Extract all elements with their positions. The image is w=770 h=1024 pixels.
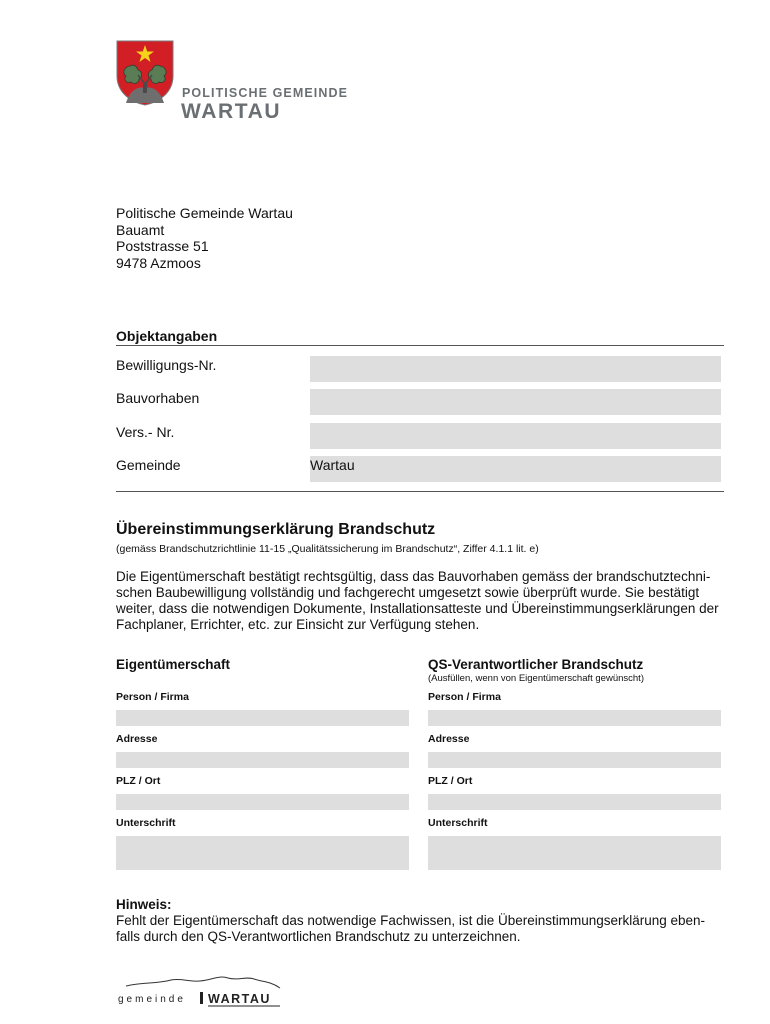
qs-signature-field[interactable]: [428, 836, 721, 870]
address-line: Bauamt: [116, 221, 165, 238]
section-title-objektangaben: Objektangaben: [116, 328, 218, 344]
label-bewilligungs-nr: Bewilligungs-Nr.: [116, 357, 217, 373]
bauvorhaben-field[interactable]: [310, 389, 721, 415]
column-title-qs-verantwortlicher: QS-Verantwortlicher Brandschutz: [428, 657, 644, 672]
org-name-line2: WARTAU: [181, 100, 282, 123]
eigentuemer-adresse-field[interactable]: [116, 752, 409, 768]
column-note-qs: (Ausfüllen, wenn von Eigentümerschaft gewünscht): [428, 673, 644, 684]
eigentuemer-person-firma-field[interactable]: [116, 710, 409, 726]
label-plz-ort: PLZ / Ort: [116, 775, 161, 787]
section-subtitle-erklaerung: (gemäss Brandschutzrichtlinie 11-15 „Qualitätssicherung im Brandschutz“, Ziffer 4.1.1 lit. e): [116, 543, 539, 555]
label-adresse: Adresse: [116, 733, 158, 745]
paragraph-line: Die Eigentümerschaft bestätigt rechtsgültig, dass das Bauvorhaben gemäss der brandschutztechni-: [116, 569, 711, 584]
vers-nr-field[interactable]: [310, 423, 721, 449]
recipient-address: [116, 205, 293, 271]
label-unterschrift: Unterschrift: [428, 817, 488, 829]
qs-adresse-field[interactable]: [428, 752, 721, 768]
divider: [116, 491, 724, 492]
gemeinde-field[interactable]: [310, 456, 721, 482]
paragraph-line: schen Baubewilligung vollständig und fachgerecht umgesetzt sowie überprüft wurde. Sie bestätigt: [116, 585, 700, 600]
paragraph-line: weiter, dass die notwendigen Dokumente, Installationsatteste und Übereinstimmungserklärungen der: [116, 601, 719, 616]
address-line: 9478 Azmoos: [116, 254, 201, 271]
label-bauvorhaben: Bauvorhaben: [116, 390, 200, 406]
svg-text:WARTAU: WARTAU: [208, 992, 271, 1006]
label-gemeinde: Gemeinde: [116, 457, 181, 473]
qs-person-firma-field[interactable]: [428, 710, 721, 726]
hinweis-line: Fehlt der Eigentümerschaft das notwendige Fachwissen, ist die Übereinstimmungserklärung eben-: [116, 913, 706, 928]
divider: [116, 345, 724, 346]
erklaerung-paragraph: [116, 569, 736, 633]
section-title-erklaerung: Übereinstimmungserklärung Brandschutz: [116, 521, 436, 538]
address-line: Poststrasse 51: [116, 238, 209, 254]
eigentuemer-plz-ort-field[interactable]: [116, 794, 409, 810]
label-adresse: Adresse: [428, 733, 470, 745]
eigentuemer-signature-field[interactable]: [116, 836, 409, 870]
gemeinde-value: Wartau: [310, 457, 355, 473]
coat-of-arms-logo: [116, 40, 174, 106]
address-line: Politische Gemeinde Wartau: [116, 205, 293, 221]
label-person-firma: Person / Firma: [428, 691, 501, 703]
svg-text:gemeinde: gemeinde: [118, 994, 186, 1005]
bewilligungs-nr-field[interactable]: [310, 356, 721, 382]
footer-wartau-logo: [116, 970, 286, 1010]
label-unterschrift: Unterschrift: [116, 817, 176, 829]
label-plz-ort: PLZ / Ort: [428, 775, 473, 787]
hinweis-text: [116, 913, 726, 945]
org-name-line1: POLITISCHE GEMEINDE: [182, 86, 349, 100]
hinweis-line: falls durch den QS-Verantwortlichen Brandschutz zu unterzeichnen.: [116, 929, 521, 944]
label-person-firma: Person / Firma: [116, 691, 189, 703]
label-vers-nr: Vers.- Nr.: [116, 424, 175, 440]
paragraph-line: Fachplaner, Errichter, etc. zur Einsicht zur Verfügung stehen.: [116, 617, 480, 632]
hinweis-title: Hinweis:: [116, 897, 172, 912]
column-title-eigentuemerschaft: Eigentümerschaft: [116, 657, 231, 672]
qs-plz-ort-field[interactable]: [428, 794, 721, 810]
